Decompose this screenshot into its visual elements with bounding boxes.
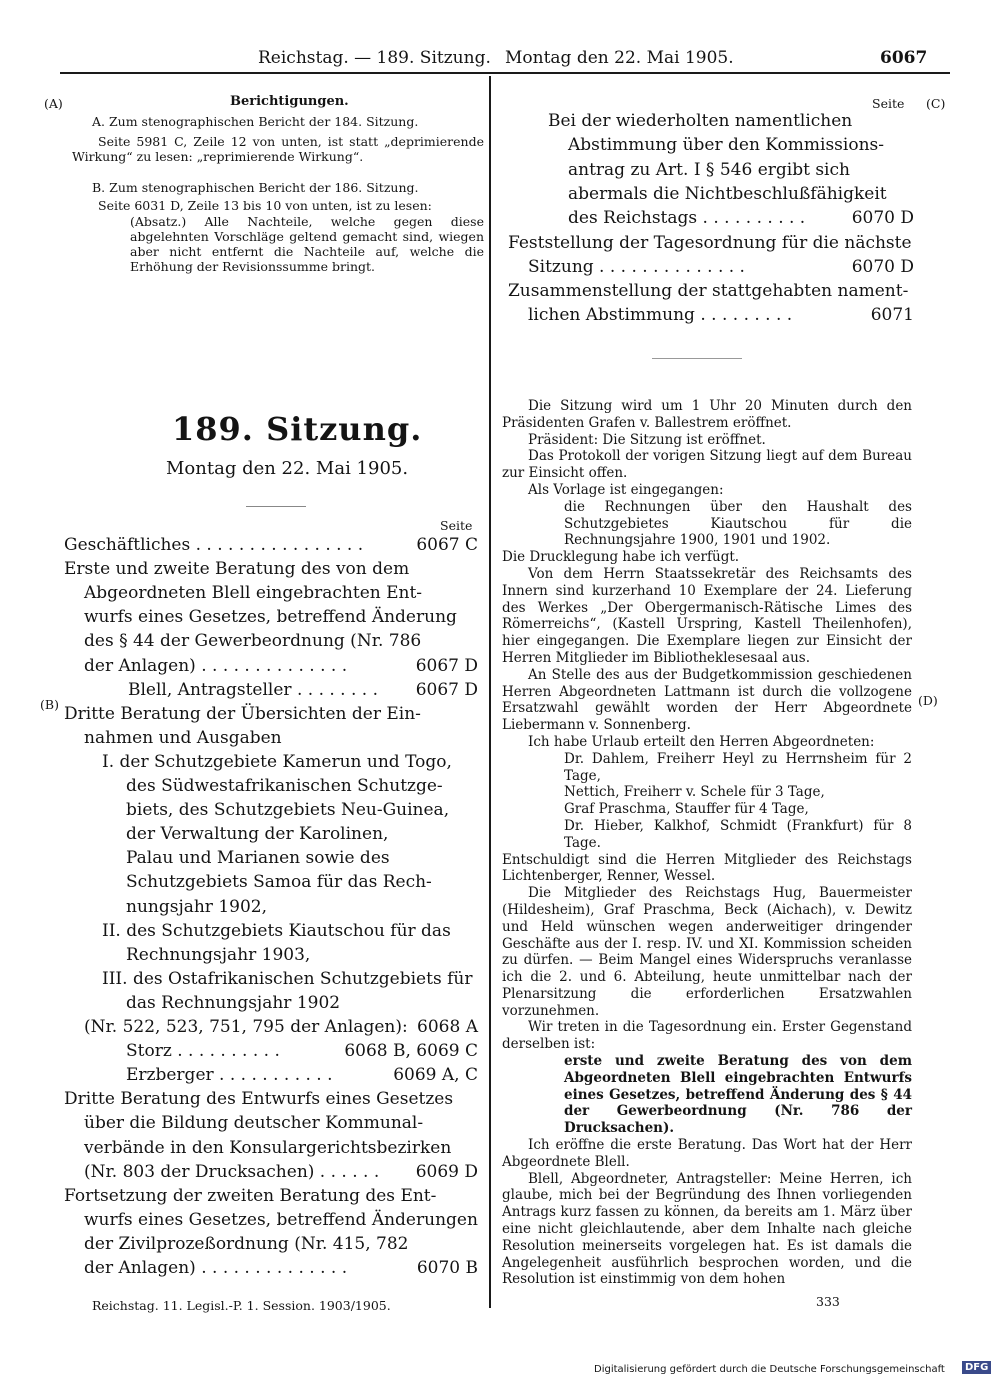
correction-b-quote: (Absatz.) Alle Nachteile, welche gegen diese abgelehnten Vorschläge geltend gemacht sind, wiegen aber nicht entfernt die Nachteile auf, welche die Erhöhung der Revisionssumme bringt.	[130, 214, 484, 274]
session-title: 189. Sitzung.	[172, 410, 423, 448]
toc-left-line	[102, 967, 478, 991]
margin-mark-b: (B)	[40, 697, 59, 712]
toc-left-line	[84, 581, 478, 605]
toc-left-text: II. des Schutzgebiets Kiautschou für das	[102, 920, 451, 941]
margin-mark-a: (A)	[44, 96, 63, 111]
correction-b-title: B. Zum stenographischen Bericht der 186. Sitzung.	[92, 180, 419, 195]
toc-left-line	[84, 605, 478, 629]
urlaub-item: Graf Praschma, Stauffer für 4 Tage,	[564, 801, 809, 818]
running-head-left: Reichstag. — 189. Sitzung.	[258, 48, 491, 68]
footer-credit: Digitalisierung gefördert durch die Deutsche Forschungsgemeinschaft	[594, 1364, 945, 1375]
toc-right-line	[568, 133, 914, 157]
toc-left-line	[84, 726, 478, 750]
para-president: Präsident: Die Sitzung ist eröffnet.	[528, 431, 766, 448]
session-proceedings	[502, 398, 912, 1288]
para-opening: Die Sitzung wird um 1 Uhr 20 Minuten durch den Präsidenten Grafen v. Ballestrem eröffnet.	[502, 398, 912, 431]
toc-left-text: das Rechnungsjahr 1902	[126, 992, 341, 1013]
footer-session: Reichstag. 11. Legisl.-P. 1. Session. 1903/1905.	[92, 1298, 391, 1313]
toc-left-line	[102, 919, 478, 943]
toc-left-text: Rechnungsjahr 1903,	[126, 944, 311, 965]
toc-left-page: 6070 B	[413, 1256, 478, 1280]
toc-right-text: abermals die Nichtbeschlußfähigkeit	[568, 183, 887, 204]
toc-left-text: wurfs eines Gesetzes, betreffend Änderungen	[84, 1209, 478, 1230]
toc-right-page: 6070 D	[848, 255, 914, 279]
toc-left-text: Palau und Marianen sowie des	[126, 848, 390, 869]
urlaub-item: Dr. Hieber, Kalkhof, Schmidt (Frankfurt) für 8 Tage.	[564, 817, 912, 851]
para-kommission: Die Mitglieder des Reichstags Hug, Bauermeister (Hildesheim), Graf Praschma, Beck (Aichach), v. Dewitz und Held wünschen wegen anderweitiger dringender Geschäfte aus der I. resp. IV. und XI. Kommission scheiden zu dürfen. — Beim Mangel eines Widerspruchs veranlasse ich die 2. und 6. Abteilung, heute unmittelbar nach der Plenarsitzung die erforderlichen Ersatzwahlen vorzunehmen.	[502, 885, 912, 1019]
running-head-date: Montag den 22. Mai 1905.	[505, 48, 734, 68]
seite-label-left: Seite	[440, 518, 473, 533]
toc-right-page: 6070 D	[848, 206, 914, 230]
toc-right-text: des Reichstags . . . . . . . . . .	[568, 208, 806, 229]
ornament-rule	[246, 506, 306, 507]
para-gegenstand: erste und zweite Beratung des von dem Abgeordneten Blell eingebrachten Entwurfs eines Gesetzes, betreffend Änderung des § 44 der Gewerbeordnung (Nr. 786 der Drucksachen).	[564, 1053, 912, 1137]
correction-b-line: Seite 6031 D, Zeile 13 bis 10 von unten, ist zu lesen:	[98, 198, 432, 213]
para-protokoll: Das Protokoll der vorigen Sitzung liegt auf dem Bureau zur Einsicht offen.	[502, 448, 912, 482]
toc-left-text: nungsjahr 1902,	[126, 896, 268, 917]
toc-right-line	[568, 206, 914, 230]
toc-left-page: 6067 D	[412, 678, 478, 702]
toc-left-line	[102, 750, 478, 774]
toc-left-text: der Anlagen) . . . . . . . . . . . . . .	[84, 1258, 348, 1278]
toc-left-page: 6067 D	[412, 654, 478, 678]
margin-mark-c: (C)	[926, 96, 946, 111]
toc-right-line	[528, 255, 914, 279]
toc-left-line	[126, 774, 478, 798]
toc-left-text: Geschäftliches . . . . . . . . . . . . . . . .	[64, 535, 364, 555]
urlaub-item: Dr. Dahlem, Freiherr Heyl zu Herrnsheim für 2 Tage,	[564, 750, 912, 784]
toc-left-text: verbände in den Konsulargerichtsbezirken	[84, 1137, 452, 1158]
toc-left-text: über die Bildung deutscher Kommunal-	[84, 1113, 424, 1134]
toc-left-line	[84, 1111, 478, 1135]
toc-left-text: (Nr. 522, 523, 751, 795 der Anlagen):	[84, 1017, 408, 1037]
toc-left-page: 6069 D	[412, 1160, 478, 1184]
toc-left-text: (Nr. 803 der Drucksachen) . . . . . .	[84, 1161, 380, 1182]
toc-left-line	[84, 1136, 478, 1160]
toc-right-text: antrag zu Art. I § 546 ergibt sich	[568, 159, 850, 180]
toc-left-line	[84, 1256, 478, 1280]
toc-left-line	[84, 629, 478, 653]
toc-left-line	[64, 1184, 478, 1208]
toc-right-line	[508, 279, 914, 303]
toc-left-line	[126, 846, 478, 870]
toc-left-line	[64, 533, 478, 557]
toc-left-text: der Anlagen) . . . . . . . . . . . . . .	[84, 655, 348, 676]
page-number: 6067	[880, 48, 928, 68]
header-rule	[60, 72, 950, 74]
toc-left-text: des Südwestafrikanischen Schutzge-	[126, 776, 443, 796]
urlaub-item: Nettich, Freiherr v. Schele für 3 Tage,	[564, 784, 825, 801]
corrections-heading: Berichtigungen.	[230, 94, 349, 109]
toc-left-text: Abgeordneten Blell eingebrachten Ent-	[84, 583, 423, 604]
toc-left-line	[84, 1208, 478, 1232]
para-vorlage: Als Vorlage ist eingegangen:	[528, 481, 724, 498]
toc-left-text: Fortsetzung der zweiten Beratung des Ent-	[64, 1185, 437, 1206]
toc-left-line	[84, 1232, 478, 1256]
toc-left-text: Erzberger . . . . . . . . . . .	[126, 1065, 333, 1086]
toc-left-text: III. des Ostafrikanischen Schutzgebiets für	[102, 968, 473, 989]
para-limes: Von dem Herrn Staatssekretär des Reichsamts des Innern sind kurzerhand 10 Exemplare der 24. Lieferung des Werkes „Der Obergermanisch-Rätische Limes des Römerreichs“, (Kastell Urspring, Kastell Theilenhofen), hier eingegangen. Die Exemplare liegen zur Einsicht der Herren Mitglieder im Bibliotheklesesaal aus.	[502, 565, 912, 666]
toc-left-line	[128, 678, 478, 702]
para-blell: Blell, Abgeordneter, Antragsteller: Meine Herren, ich glaube, mich bei der Begründung des Ihnen vorliegenden Antrags kurz fassen zu können, da bereits am 1. März über eine nicht gleichlautende, aber dem Inhalte nach gleiche Resolution meinerseits vorgelegen hat. Es ist damals die Angelegenheit ausführlich besprochen worden, und die Resolution ist einstimmig von dem hohen	[502, 1170, 912, 1288]
toc-left-text: des § 44 der Gewerbeordnung (Nr. 786	[84, 631, 422, 652]
toc-left-text: der Verwaltung der Karolinen,	[126, 824, 389, 845]
toc-left-line	[64, 1087, 478, 1111]
toc-left-text: I. der Schutzgebiete Kamerun und Togo,	[102, 751, 452, 772]
toc-left-text: Blell, Antragsteller . . . . . . . .	[128, 679, 379, 700]
toc-left-line	[84, 654, 478, 678]
margin-mark-d: (D)	[918, 693, 938, 708]
para-rechnungen: die Rechnungen über den Haushalt des Schutzgebietes Kiautschou für die Rechnungsjahre 1900, 1901 und 1902.	[564, 498, 912, 549]
toc-right-text: lichen Abstimmung . . . . . . . . .	[528, 305, 793, 326]
session-date: Montag den 22. Mai 1905.	[166, 458, 409, 479]
toc-left-line	[126, 870, 478, 894]
correction-a-body: Seite 5981 C, Zeile 12 von unten, ist statt „deprimierende Wirkung“ zu lesen: „reprimierende Wirkung“.	[72, 134, 484, 164]
toc-left-line	[126, 1039, 478, 1063]
toc-right-text: Sitzung . . . . . . . . . . . . . .	[528, 256, 745, 277]
toc-left-text: Dritte Beratung des Entwurfs eines Gesetzes	[64, 1089, 454, 1110]
toc-left-text: biets, des Schutzgebiets Neu-Guinea,	[126, 800, 450, 821]
dfg-logo: DFG	[962, 1361, 991, 1374]
toc-left-line	[126, 895, 478, 919]
column-divider	[489, 76, 491, 1308]
para-entschuldigt: Entschuldigt sind die Herren Mitglieder des Reichstags Lichtenberger, Renner, Wessel.	[502, 851, 912, 885]
toc-left-page: 6068 A	[413, 1015, 478, 1039]
toc-left-page: 6068 B, 6069 C	[340, 1039, 478, 1063]
toc-left-line	[64, 702, 478, 726]
toc-left-line	[126, 798, 478, 822]
toc-left-line	[126, 943, 478, 967]
toc-left-line	[126, 822, 478, 846]
signature-mark: 333	[816, 1294, 840, 1309]
para-tagesordnung: Wir treten in die Tagesordnung ein. Erster Gegenstand derselben ist:	[502, 1019, 912, 1053]
para-beratung: Ich eröffne die erste Beratung. Das Wort hat der Herr Abgeordnete Blell.	[502, 1137, 912, 1170]
toc-right-line	[568, 158, 914, 182]
toc-left-line	[126, 991, 478, 1015]
seite-label-right: Seite	[872, 96, 905, 111]
toc-right-text: Abstimmung über den Kommissions-	[568, 135, 884, 156]
toc-right-text: Zusammenstellung der stattgehabten nament-	[508, 281, 909, 302]
toc-left-text: Erste und zweite Beratung des von dem	[64, 559, 410, 580]
toc-left-text: Storz . . . . . . . . . .	[126, 1041, 280, 1062]
toc-left-page: 6067 C	[412, 533, 478, 557]
para-budget: An Stelle des aus der Budgetkommission geschiedenen Herren Abgeordneten Lattmann ist durch die vollzogene Ersatzwahl gewählt worden der Herr Abgeordnete Liebermann v. Sonnenberg.	[502, 666, 912, 734]
toc-right-text: Bei der wiederholten namentlichen	[548, 111, 853, 131]
toc-left-text: nahmen und Ausgaben	[84, 727, 282, 748]
toc-left-line	[126, 1063, 478, 1087]
toc-left-line	[84, 1015, 478, 1039]
para-urlaub: Ich habe Urlaub erteilt den Herren Abgeordneten:	[528, 733, 875, 750]
toc-left-text: Schutzgebiets Samoa für das Rech-	[126, 872, 432, 893]
toc-left-line	[84, 1160, 478, 1184]
toc-right-line	[568, 182, 914, 206]
toc-right-line	[528, 303, 914, 327]
toc-right-text: Feststellung der Tagesordnung für die nächste	[508, 232, 912, 253]
toc-left-text: der Zivilprozeßordnung (Nr. 415, 782	[84, 1233, 409, 1254]
toc-left-text: Dritte Beratung der Übersichten der Ein-	[64, 703, 421, 724]
toc-left-page: 6069 A, C	[389, 1063, 478, 1087]
toc-right-line	[548, 109, 914, 133]
para-drucklegung: Die Drucklegung habe ich verfügt.	[502, 549, 740, 566]
toc-right-page: 6071	[867, 303, 914, 327]
section-rule	[652, 358, 742, 359]
correction-a-title: A. Zum stenographischen Bericht der 184. Sitzung.	[92, 114, 419, 129]
toc-right-line	[508, 231, 914, 255]
toc-left-text: wurfs eines Gesetzes, betreffend Änderung	[84, 607, 457, 628]
toc-left-line	[64, 557, 478, 581]
